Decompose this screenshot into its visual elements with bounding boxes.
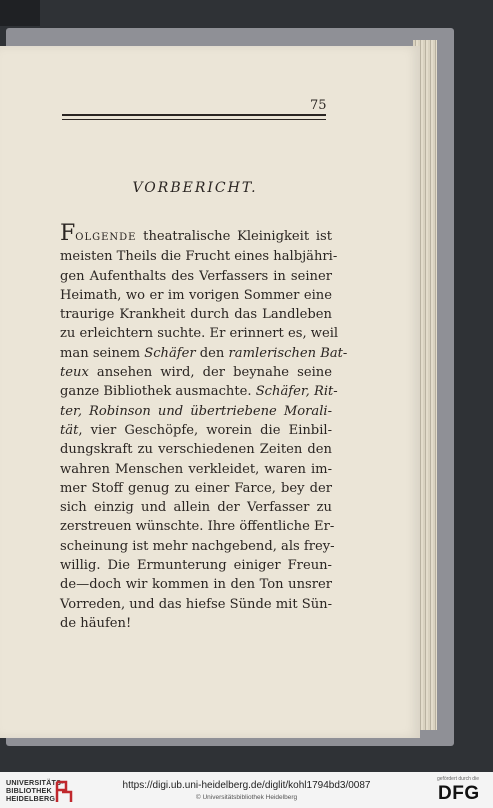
text-line [60,460,332,479]
text-line [60,556,332,575]
text-run: sich einzig und allein der Verfasser zu [60,500,332,516]
italic-text: tät [60,422,79,438]
text-line [60,402,332,421]
text-run: man seinem [60,345,145,361]
text-line [60,305,332,324]
library-name-line-3: HEIDELBERG [6,794,56,803]
dfg-logo[interactable]: DFG [438,783,480,804]
text-run: OLGENDE [75,232,137,243]
text-line [60,363,332,382]
drop-initial: F [60,221,76,246]
body-text [60,221,348,633]
text-line [60,382,338,401]
text-run: mer Stoff genug zu einer Farce, bey der [60,480,332,496]
text-line [60,595,332,614]
book-binding-shadow [0,0,40,26]
text-run: traurige Krankheit durch das Landleben [60,307,332,323]
header-rule-thick [62,114,326,116]
text-line [60,614,332,633]
text-run: willig. Die Ermunterung einiger Freun- [60,558,332,574]
text-run: ansehen wird, der beynahe seine [88,365,332,381]
viewer-footer [0,772,493,808]
text-line [60,440,332,459]
header-rule-thin [62,119,326,120]
text-run: dungskraft zu verschiedenen Zeiten den [60,442,332,458]
text-line [60,286,332,305]
italic-text: ter, Robinson und übertriebene Morali- [60,403,332,419]
text-line [60,517,335,536]
text-line [60,421,332,440]
text-line [60,537,335,556]
text-line [60,267,332,286]
funder-note: gefördert durch die [437,776,479,782]
italic-text: teux [60,365,89,381]
copyright-notice: © Universitätsbibliothek Heidelberg [195,794,298,801]
text-run: Vorreden, und das hiefse Sünde mit Sün- [60,596,333,612]
text-run: zu erleichtern suchte. Er erinnert es, weil [60,326,339,342]
text-run: scheinung ist mehr nachgebend, als frey- [60,538,335,554]
text-run: ganze Bibliothek ausmachte. [60,384,256,400]
text-line [60,479,332,498]
italic-text: Schäfer, Rit- [255,384,338,400]
text-run: meisten Theils die Frucht eines halbjähri- [60,249,338,265]
text-line [60,221,332,247]
text-run: den [195,345,229,361]
text-line [60,344,348,363]
text-line [60,247,338,266]
text-line [60,324,339,343]
text-line [60,575,332,594]
library-name-line-1: UNIVERSITÄTS- [6,778,64,787]
permalink-url[interactable]: https://digi.ub.uni-heidelberg.de/diglit/kohl1794bd3/0087 [122,780,371,791]
text-run: wahren Menschen verkleidet, waren im- [60,461,332,477]
text-run: , vier Geschöpfe, worein die Einbil- [78,422,332,438]
page-number: 75 [310,98,327,113]
section-heading: VORBERICHT. [132,180,258,196]
text-run: de häufen! [60,615,132,631]
text-run: gen Aufenthalts des Verfassers in seiner [60,268,332,284]
library-name-line-2: BIBLIOTHEK [6,786,52,795]
italic-text: Schäfer [144,345,196,361]
text-run: theatralische Kleinigkeit ist [136,229,332,244]
text-run: Heimath, wo er im vorigen Sommer eine [60,287,332,303]
italic-text: ramlerischen Bat- [228,345,348,361]
text-line [60,498,332,517]
text-run: zerstreuen wünschte. Ihre öffentliche Er- [60,519,335,535]
text-run: de—doch wir kommen in den Ton unsrer [60,577,332,593]
